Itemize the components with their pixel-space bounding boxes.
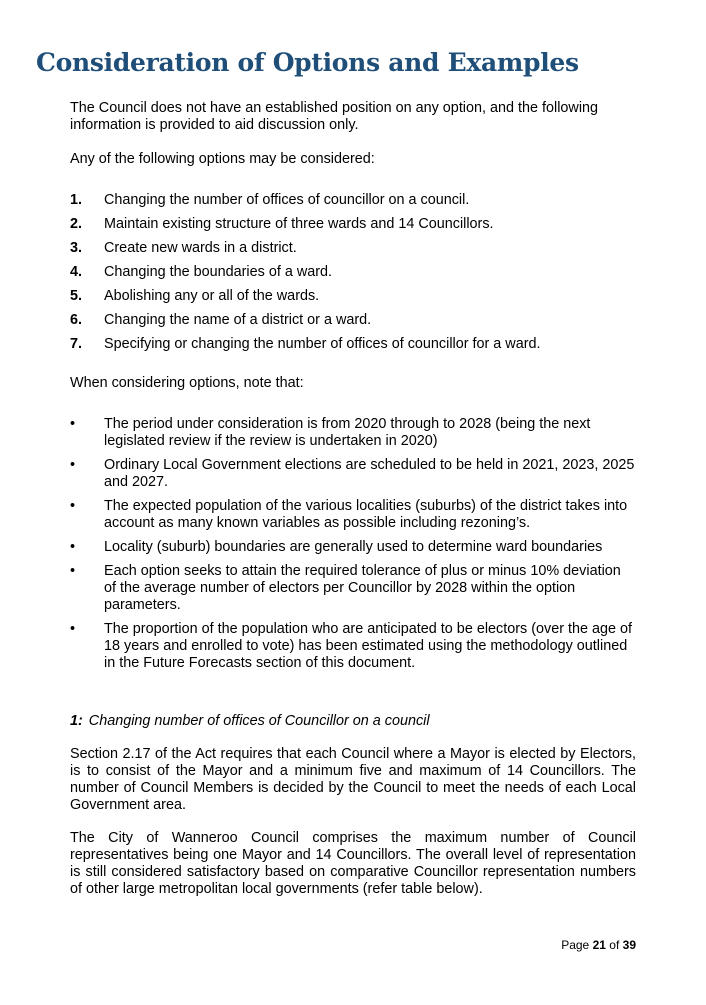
list-item bbox=[70, 216, 636, 240]
list-item bbox=[70, 288, 636, 312]
footer-current-page: 21 bbox=[592, 938, 606, 952]
list-item bbox=[70, 312, 636, 336]
list-text: The proportion of the population who are anticipated to be electors (over the age of 18 years and enrolled to vote) has been estimated using the methodology outlined in the Future Forecasts section of this document. bbox=[104, 621, 632, 671]
list-item bbox=[70, 192, 636, 216]
list-number: 4. bbox=[70, 264, 83, 280]
list-number: 5. bbox=[70, 288, 83, 304]
list-text: The period under consideration is from 2020 through to 2028 (being the next legislated review if the review is undertaken in 2020) bbox=[104, 416, 591, 449]
intro-paragraph: The Council does not have an established position on any option, and the following information is provided to aid discussion only. bbox=[70, 100, 599, 133]
list-number: 2. bbox=[70, 216, 83, 232]
page-footer bbox=[561, 938, 636, 952]
list-text: Specifying or changing the number of offices of councillor for a ward. bbox=[104, 336, 541, 352]
page-title: Consideration of Options and Examples bbox=[36, 48, 579, 77]
notes-lead: When considering options, note that: bbox=[70, 375, 304, 391]
bullet-icon: • bbox=[70, 539, 76, 555]
list-text: Locality (suburb) boundaries are generally used to determine ward boundaries bbox=[104, 539, 603, 555]
list-text: Abolishing any or all of the wards. bbox=[104, 288, 320, 304]
list-text: Create new wards in a district. bbox=[104, 240, 297, 256]
bullet-icon: • bbox=[70, 563, 76, 579]
options-list bbox=[70, 192, 636, 360]
list-number: 3. bbox=[70, 240, 83, 256]
list-item bbox=[70, 498, 636, 532]
bullet-icon: • bbox=[70, 416, 76, 432]
footer-total-pages: 39 bbox=[622, 938, 636, 952]
list-item bbox=[70, 563, 636, 614]
list-item bbox=[70, 336, 636, 360]
options-lead: Any of the following options may be considered: bbox=[70, 151, 375, 167]
list-item bbox=[70, 240, 636, 264]
list-text: Ordinary Local Government elections are scheduled to be held in 2021, 2023, 2025 and 2027. bbox=[104, 457, 635, 490]
list-item bbox=[70, 539, 636, 556]
section-paragraph-2: The City of Wanneroo Council comprises the maximum number of Council representatives being one Mayor and 14 Councillors. The overall level of representation is still considered satisfactory based on comparative Councillor representation numbers of other large metropolitan local governments (refer table below). bbox=[70, 830, 636, 897]
list-text: Changing the number of offices of councillor on a council. bbox=[104, 192, 470, 208]
section-number: 1: bbox=[70, 713, 83, 729]
bullet-icon: • bbox=[70, 498, 76, 514]
list-number: 6. bbox=[70, 312, 83, 328]
section-heading bbox=[70, 713, 430, 730]
list-item bbox=[70, 457, 636, 491]
footer-of-label: of bbox=[609, 938, 620, 952]
section-heading-text: Changing number of offices of Councillor on a council bbox=[88, 713, 430, 729]
notes-list bbox=[70, 416, 636, 679]
footer-page-label: Page bbox=[561, 938, 590, 952]
list-text: Each option seeks to attain the required tolerance of plus or minus 10% deviation of the average number of electors per Councillor by 2028 within the option parameters. bbox=[104, 563, 621, 613]
list-text: Changing the name of a district or a ward. bbox=[104, 312, 372, 328]
list-text: Maintain existing structure of three wards and 14 Councillors. bbox=[104, 216, 494, 232]
list-item bbox=[70, 416, 636, 450]
list-number: 7. bbox=[70, 336, 83, 352]
list-item bbox=[70, 621, 636, 672]
list-number: 1. bbox=[70, 192, 83, 208]
list-text: The expected population of the various localities (suburbs) of the district takes into account as many known variables as possible including rezoning’s. bbox=[104, 498, 628, 531]
list-item bbox=[70, 264, 636, 288]
section-paragraph-1: Section 2.17 of the Act requires that each Council where a Mayor is elected by Electors, is to consist of the Mayor and a minimum five and maximum of 14 Councillors. The number of Council Members is decided by the Council to meet the needs of each Local Government area. bbox=[70, 746, 636, 813]
list-text: Changing the boundaries of a ward. bbox=[104, 264, 333, 280]
bullet-icon: • bbox=[70, 621, 76, 637]
bullet-icon: • bbox=[70, 457, 76, 473]
